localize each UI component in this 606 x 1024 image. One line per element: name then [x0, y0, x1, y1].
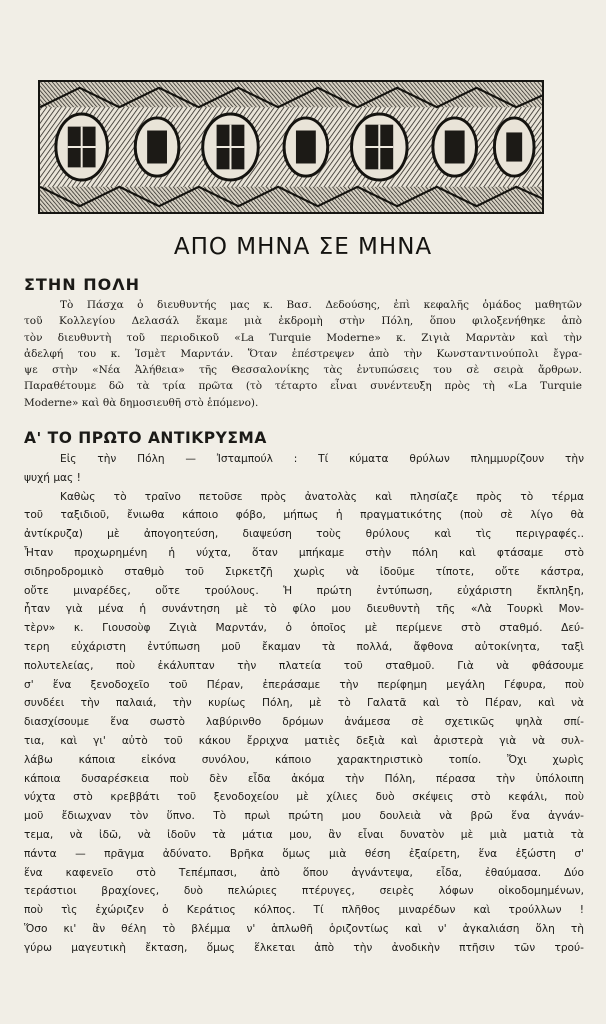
article-body	[24, 450, 584, 958]
body-line: τοῦ ταξιδιοῦ, ἔνιωθα κάποιο φόβο, μήπως ἡ πραγματικότης (ποὺ σὲ λίγο θὰ	[24, 509, 584, 522]
body-line: Καθὼς τὸ τραῖνο πετοῦσε πρὸς ἀνατολὰς καὶ πλησίαζε πρὸς τὸ τέρμα	[60, 490, 584, 503]
body-line: Εἰς τὴν Πόλη — Ἰσταμπούλ : Τί κύματα θρύλων πλημμυρίζουν τὴν	[60, 453, 584, 465]
body-line: πάντα — πρᾶγμα ἀδύνατο. Βρῆκα ὅμως μιὰ θέση ἐξαίρετη, ἕνα ἐξώστη σ'	[24, 847, 584, 860]
body-line: τια, καὶ γι' αὐτὸ τοῦ κάκου ἔρριχνα ματιὲς δεξιὰ καὶ ἀριστερὰ γιὰ νὰ συλ-	[24, 734, 584, 747]
body-line: τεράστιοι βραχίονες, δυὸ πελώριες πτέρυγες, σειρὲς λόφων οἰκοδομημένων,	[24, 885, 584, 898]
body-line: γύρω μαγευτικὴ ἔκταση, ὅμως ἕλκεται ἀπὸ τὴν ἀνοδικὴν πτῆσιν τῶν τρού-	[24, 941, 584, 954]
body-line: κάποια δυσαρέσκεια ποὺ δὲν εἶδα ἀκόμα τὴν Πόλη, πέρασα τὴν ὑπόλοιπη	[24, 772, 584, 785]
page-title: ΑΠΟ ΜΗΝΑ ΣΕ ΜΗΝΑ	[173, 234, 433, 260]
body-line: συνδέει τὴν παλαιά, τὴν κυρίως Πόλη, μὲ τὸ Γαλατᾶ καὶ τὸ Πέραν, καὶ νὰ	[24, 697, 584, 710]
intro-line: Παραθέτουμε δῶ τὰ τρία πρῶτα (τὸ τέταρτο εἶναι συνέντευξη πρὸς τὴ «La Turquie	[24, 380, 582, 393]
body-line: τεμα, νὰ ἰδῶ, νὰ ἰδοῦν τὰ μάτια μου, ἂν εἶναι δυνατὸν μὲ μιὰ ματιὰ τὰ	[24, 828, 584, 841]
ornate-engraved-banner-icon	[40, 82, 542, 212]
body-line: τερη εὐχάριστη ἐντύπωση μοῦ ἔκαμαν τὰ πολλά, ἄφθονα αὐτοκίνητα, ταξὶ	[24, 640, 584, 653]
body-line: ψυχή μας !	[24, 471, 81, 484]
body-line: πολυτελείας, ποὺ ἐκάλυπταν τὴν πλατεία τοῦ σταθμοῦ. Γιὰ νὰ φθάσουμε	[24, 659, 584, 672]
body-line: τὲρν» κ. Γιουσοὺφ Ζιγιὰ Μαρντάν, ὁ ὁποῖος μὲ περίμενε στὸ σταθμό. Δεύ-	[24, 622, 584, 635]
body-line: οὔτε μιναρέδες, οὔτε τρούλους. Ἡ πρώτη ἐντύπωση, εὐχάριστη ἔκπληξη,	[24, 584, 584, 597]
intro-paragraph	[24, 297, 582, 411]
intro-line: ἀδελφή του κ. Ἰσμὲτ Μαρντάν. Ὅταν ἐπέστρεψεν ἀπὸ τὴν Κωνσταντινούπολι ἔγρα-	[24, 347, 582, 360]
body-line: διασχίσουμε ἕνα σωστὸ λαβύρινθο δρόμων ἀνάμεσα σὲ σχετικῶς ψηλὰ σπί-	[24, 716, 584, 729]
body-line: σ' ἕνα ξενοδοχεῖο τοῦ Πέραν, ἐπεράσαμε τὴν περίφημη μεγάλη Γέφυρα, ποὺ	[24, 678, 584, 691]
section-heading-first-encounter: Α' ΤΟ ΠΡΩΤΟ ΑΝΤΙΚΡΥΣΜΑ	[24, 429, 267, 447]
body-line: ἕνα καφενεῖο στὸ Τεπέμπασι, ἀπὸ ὅπου ἀγνάντεψα, εἶδα, ἐθαύμασα. Δύο	[24, 866, 584, 879]
intro-line: Moderne» καὶ θὰ δημοσιευθῆ στὸ ἑπόμενο).	[24, 396, 259, 409]
body-line: σιδηροδρομικὸ σταθμὸ τοῦ Σιρκετζῆ χωρὶς νὰ ἰδοῦμε τίποτε, οὔτε κάστρα,	[24, 565, 584, 578]
body-line: νύχτα στὸ κρεββάτι τοῦ ξενοδοχείου μὲ χίλιες δυὸ σκέψεις στὸ κεφάλι, ποὺ	[24, 791, 584, 804]
intro-line: ψε στὴν «Νέα Ἀλήθεια» τῆς Θεσσαλονίκης τὰς ἐντυπώσεις του σὲ σειρὰ ἄρθρων.	[24, 364, 582, 377]
body-line: μοῦ ἔδιωχναν τὸν ὕπνο. Τὸ πρωὶ πρώτη μου δουλειὰ νὰ βρῶ ἕνα ἀγνάν-	[24, 810, 584, 823]
body-line: Ὅσο κι' ἂν θέλη τὸ βλέμμα ν' ἁπλωθῆ ὁριζοντίως καὶ ν' ἀγκαλιάση ὅλη τὴ	[24, 922, 584, 935]
body-line: λάβω κάποια εἰκόνα συνόλου, κάποιο χαρακτηριστικὸ τοπίο. Ὄχι χωρὶς	[24, 753, 584, 766]
intro-line: Τὸ Πάσχα ὁ διευθυντής μας κ. Βασ. Δεδούσης, ἐπὶ κεφαλῆς ὁμάδος μαθητῶν	[60, 299, 582, 311]
body-line: Ἦταν προχωρημένη ἡ νύχτα, ὅταν μπήκαμε στὴν πόλη καὶ φτάσαμε στὸ	[24, 546, 584, 559]
body-line: ἦταν γιὰ μένα ἡ συνάντηση μὲ τὸ φίλο μου διευθυντὴ τῆς «Λὰ Τουρκὶ Μον-	[24, 603, 584, 616]
section-heading-city: ΣΤΗΝ ΠΟΛΗ	[24, 275, 140, 294]
intro-line: τοῦ Κολλεγίου Δελασάλ ἔκαμε μιὰ ἐκδρομὴ στὴν Πόλη, ὅπου φιλοξενήθηκε ἀπὸ	[24, 315, 582, 328]
body-line: ποὺ τὶς ἐχώριζεν ὁ Κεράτιος κόλπος. Τί πλῆθος μιναρέδων καὶ τρούλλων !	[24, 904, 584, 917]
body-line: ἀντίκρυζα) μὲ ἀπογοητεύση, διαψεύση τοὺς θρύλους καὶ τὶς περιγραφές..	[24, 528, 584, 541]
decorative-banner-illustration	[38, 80, 544, 214]
intro-line: τὸν διευθυντὴ τοῦ περιοδικοῦ «La Turquie Moderne» κ. Ζιγιὰ Μαρντὰν καὶ τὴν	[24, 331, 582, 344]
